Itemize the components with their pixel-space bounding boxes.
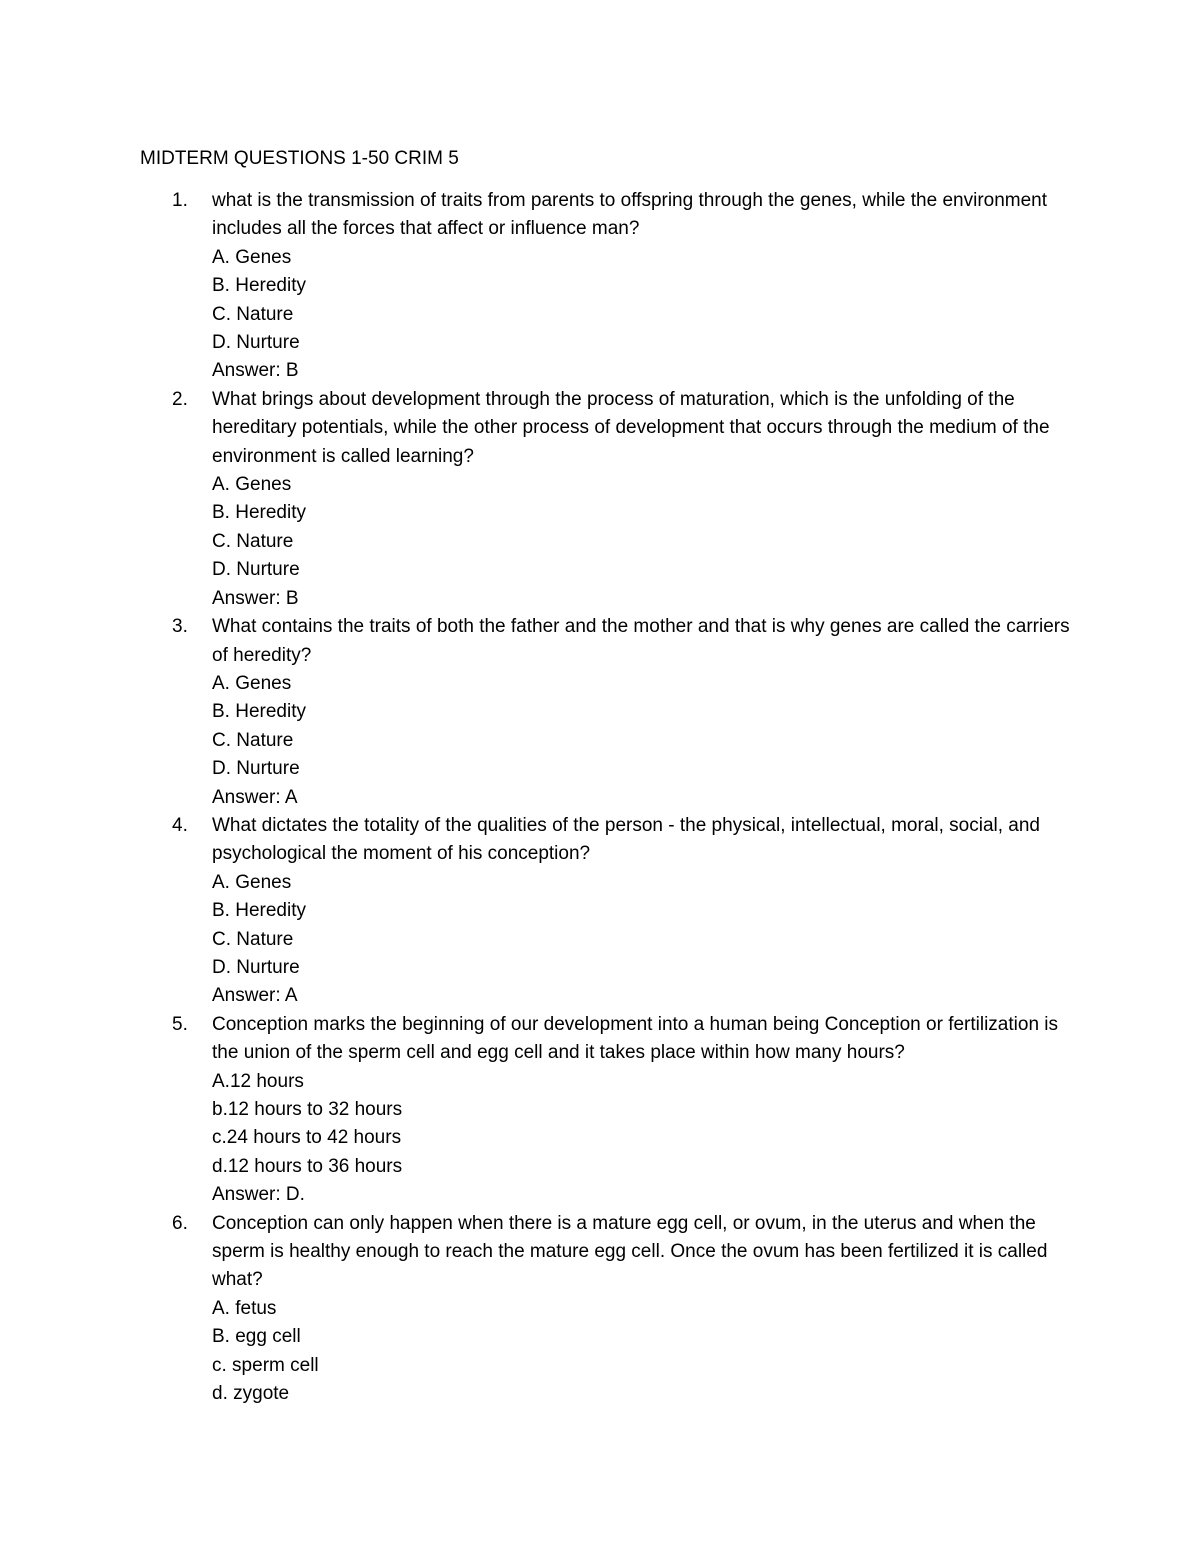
option-b: B. Heredity (212, 275, 306, 297)
question-list (140, 187, 1070, 1408)
question-text: Conception can only happen when there is a mature egg cell, or ovum, in the uterus and when the sperm is healthy enough to reach the mature egg cell. Once the ovum has been fertilized it is called what? (212, 1212, 1048, 1291)
option-c: C. Nature (212, 729, 294, 751)
option-a: A. Genes (212, 246, 292, 268)
question-text: Conception marks the beginning of our development into a human being Conception or fertilization is the union of the sperm cell and egg cell and it takes place within how many hours? (212, 1013, 1059, 1064)
answer-line: Answer: D. (212, 1184, 305, 1206)
option-b: B. Heredity (212, 900, 306, 922)
answer-line: Answer: B (212, 360, 299, 382)
question-text: what is the transmission of traits from parents to offspring through the genes, while the environment includes all the forces that affect or influence man? (212, 190, 1048, 240)
question-2 (140, 386, 1070, 613)
option-b: B. Heredity (212, 502, 306, 524)
option-d: D. Nurture (212, 332, 300, 354)
question-3 (140, 613, 1070, 812)
question-4 (140, 812, 1070, 1011)
option-c: c. sperm cell (212, 1354, 319, 1376)
question-text: What dictates the totality of the qualities of the person - the physical, intellectual, moral, social, and psychological the moment of his conception? (212, 814, 1040, 865)
question-number: 1. (172, 190, 188, 211)
answer-line: Answer: A (212, 985, 298, 1007)
option-a: A. Genes (212, 474, 292, 496)
option-c: C. Nature (212, 530, 294, 552)
option-a: A. fetus (212, 1297, 277, 1319)
question-number: 5. (172, 1013, 188, 1035)
option-d: D. Nurture (212, 758, 300, 780)
option-a: A. Genes (212, 672, 292, 694)
option-c: C. Nature (212, 303, 294, 325)
option-b: B. Heredity (212, 701, 306, 723)
answer-line: Answer: A (212, 786, 298, 808)
question-body (212, 1011, 1070, 1210)
option-d: d.12 hours to 36 hours (212, 1155, 403, 1177)
answer-line: Answer: B (212, 587, 299, 609)
question-number: 6. (172, 1212, 188, 1234)
question-number: 2. (172, 388, 188, 410)
option-b: b.12 hours to 32 hours (212, 1099, 403, 1120)
question-text: What brings about development through the process of maturation, which is the unfolding of the hereditary potentials, while the other process of development that occurs through the medium of the environment is called learning? (212, 388, 1050, 467)
option-c: c.24 hours to 42 hours (212, 1127, 402, 1149)
question-number: 4. (172, 814, 188, 836)
option-d: d. zygote (212, 1383, 290, 1405)
option-d: D. Nurture (212, 559, 300, 581)
question-body (212, 386, 1070, 613)
option-a: A. Genes (212, 871, 292, 893)
question-5 (140, 1011, 1070, 1210)
question-body (212, 1210, 1070, 1409)
option-d: D. Nurture (212, 956, 300, 978)
question-number: 3. (172, 616, 188, 638)
question-body (212, 187, 1070, 386)
question-body (212, 812, 1070, 1011)
question-1 (140, 187, 1070, 386)
document-title: MIDTERM QUESTIONS 1-50 CRIM 5 (140, 148, 459, 169)
question-6 (140, 1210, 1070, 1409)
option-b: B. egg cell (212, 1326, 301, 1348)
question-text: What contains the traits of both the father and the mother and that is why genes are called the carriers of heredity? (212, 616, 1070, 666)
question-body (212, 613, 1070, 812)
option-a: A.12 hours (212, 1070, 304, 1092)
option-c: C. Nature (212, 928, 294, 950)
